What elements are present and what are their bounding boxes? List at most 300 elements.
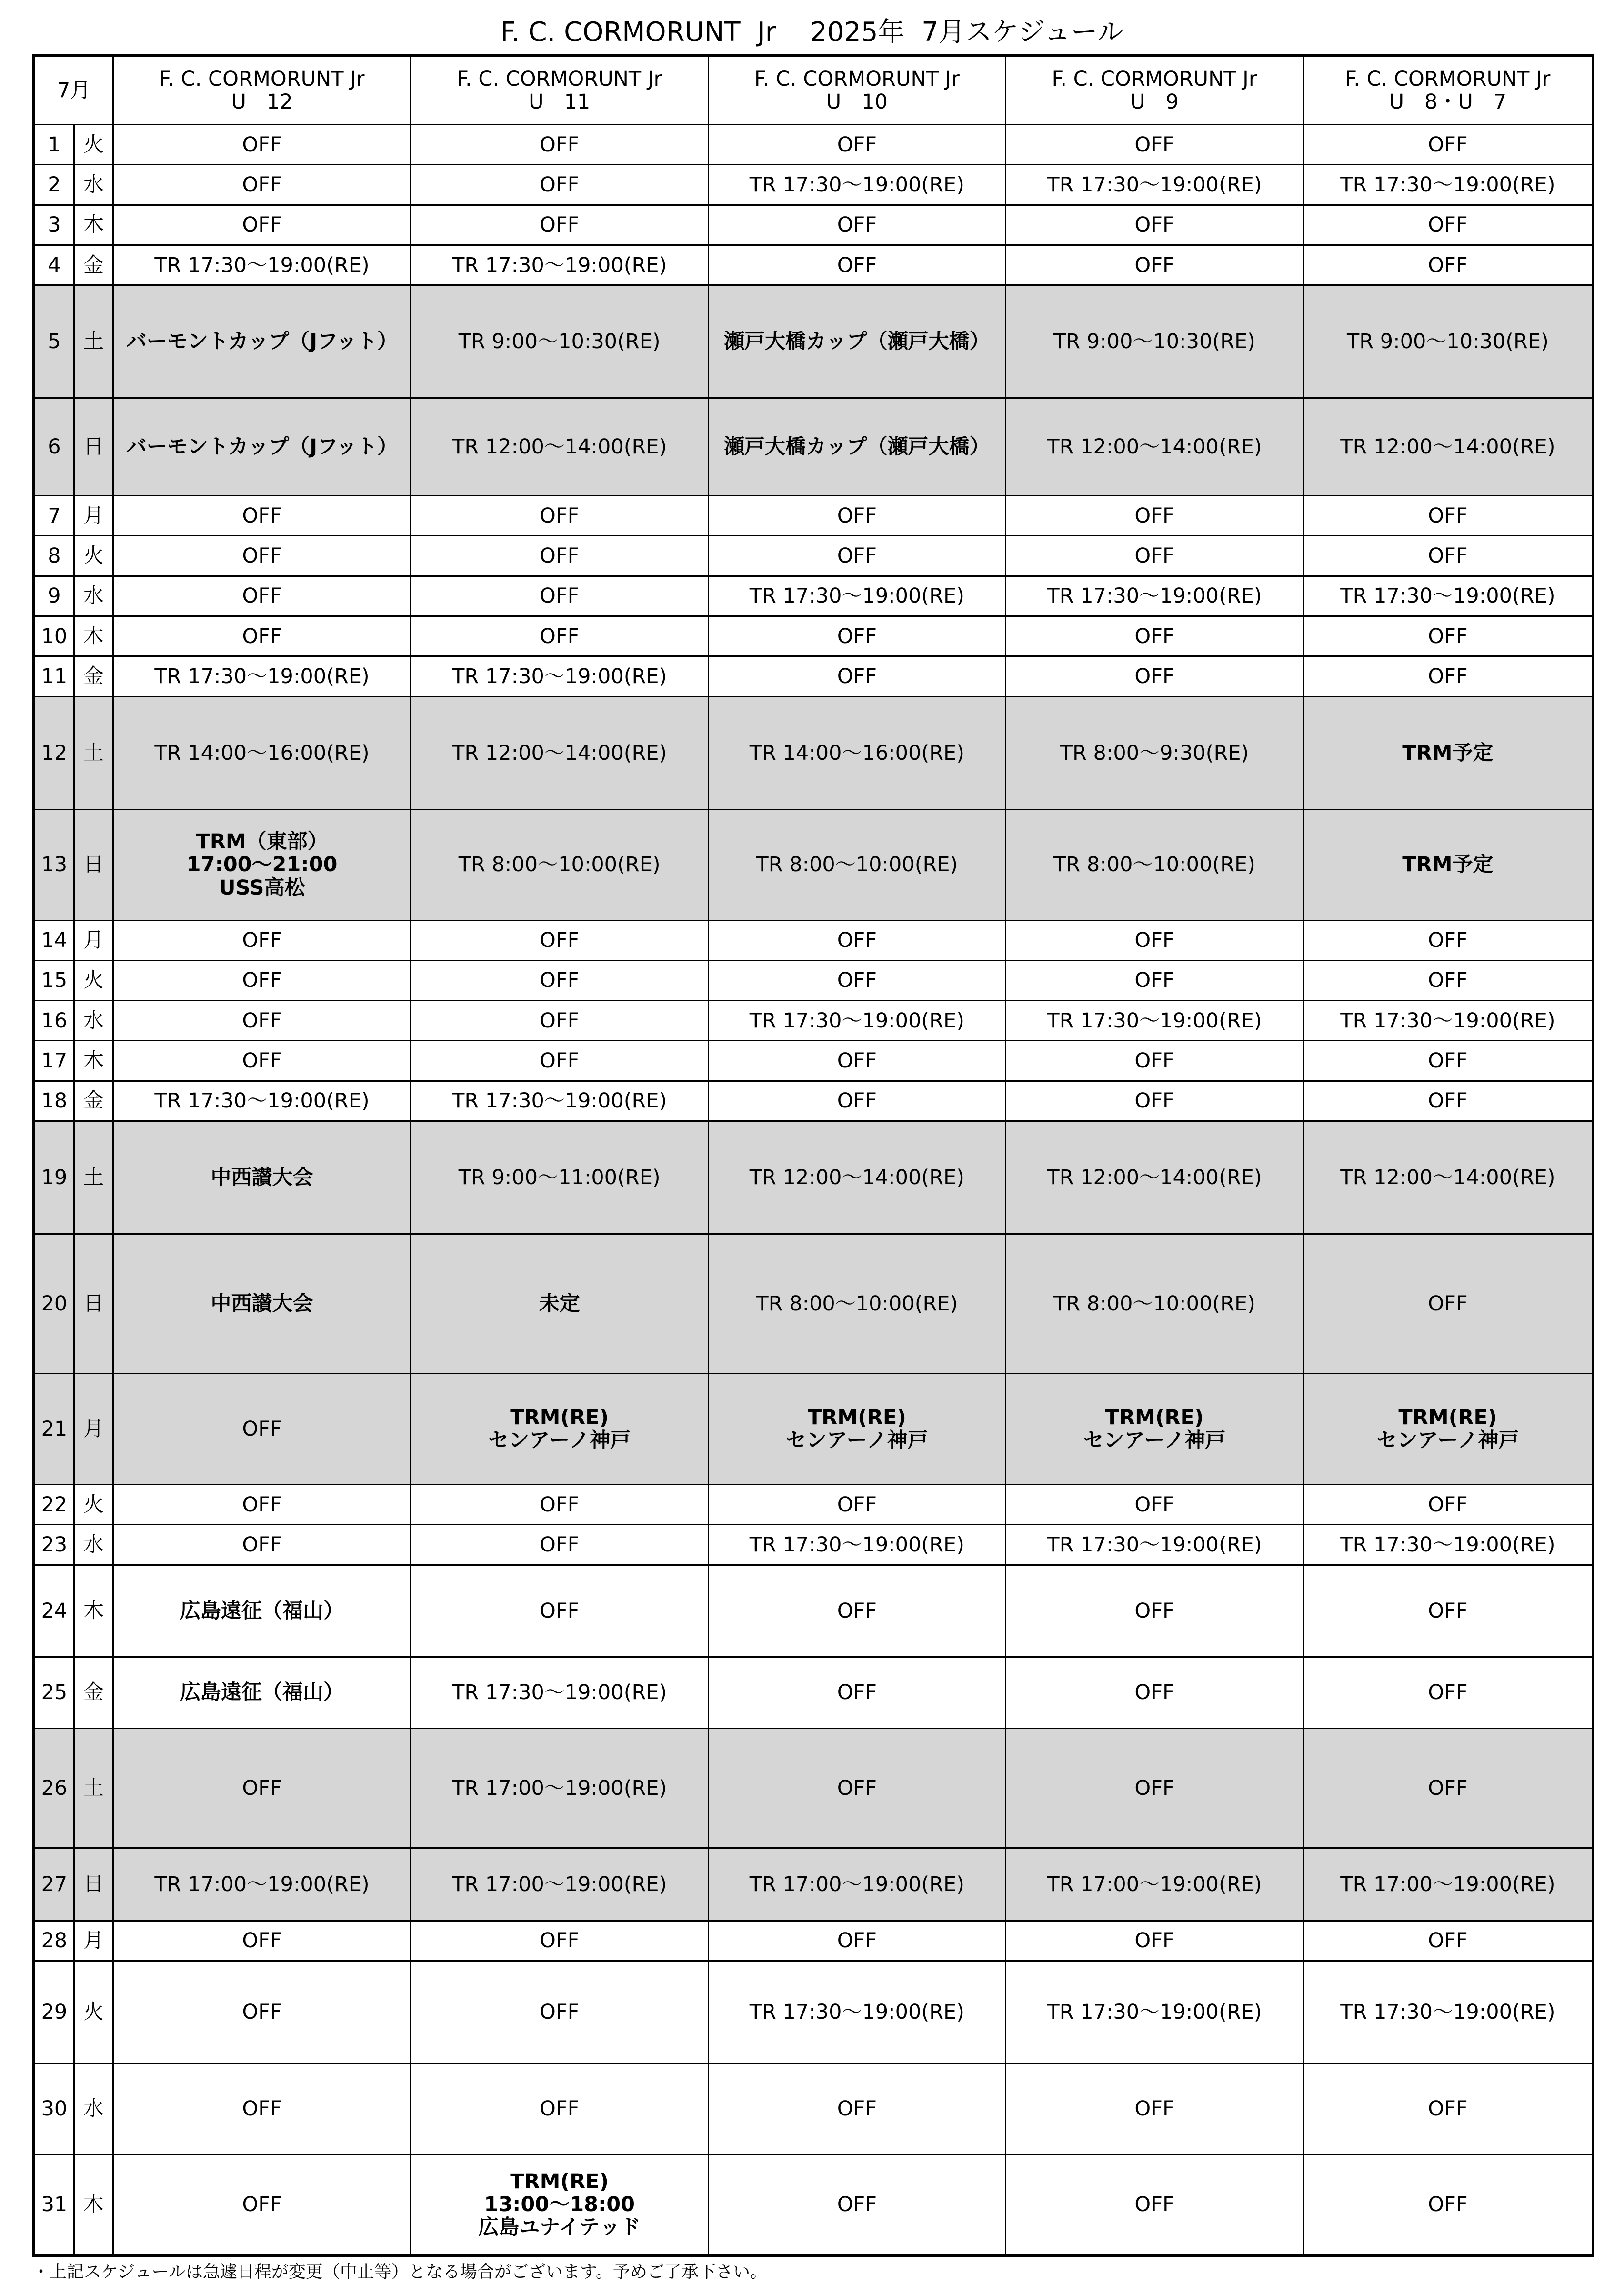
day-of-week: 火 (74, 1961, 113, 2063)
day-number: 11 (34, 656, 74, 696)
schedule-cell (1006, 125, 1303, 165)
table-row (34, 1234, 1593, 1374)
schedule-cell (1303, 576, 1593, 616)
day-number: 30 (34, 2063, 74, 2154)
schedule-cell (411, 1525, 708, 1565)
schedule-entry: OFF (1428, 2096, 1468, 2121)
schedule-cell (411, 1921, 708, 1961)
schedule-entry: TR 14:00～16:00(RE) (749, 741, 964, 765)
schedule-entry: OFF (837, 1681, 877, 1705)
table-row (34, 205, 1593, 245)
table-row (34, 809, 1593, 920)
day-number: 7 (34, 496, 74, 536)
schedule-cell (708, 1001, 1006, 1041)
day-number: 12 (34, 696, 74, 809)
schedule-entry: OFF (1428, 2192, 1468, 2216)
schedule-cell (708, 245, 1006, 285)
schedule-cell (1006, 1657, 1303, 1729)
table-row (34, 1565, 1593, 1657)
day-of-week: 火 (74, 1485, 113, 1525)
schedule-entry: OFF (1428, 1776, 1468, 1800)
schedule-entry: OFF (837, 928, 877, 953)
day-number: 29 (34, 1961, 74, 2063)
schedule-entry: OFF (540, 2096, 580, 2121)
schedule-cell (708, 398, 1006, 496)
schedule-entry: OFF (242, 503, 282, 528)
schedule-entry: TR 12:00～14:00(RE) (1340, 1166, 1555, 1190)
day-of-week: 水 (74, 2063, 113, 2154)
schedule-entry: OFF (837, 2096, 877, 2121)
schedule-entry: OFF (837, 2192, 877, 2216)
schedule-entry: OFF (837, 624, 877, 648)
schedule-entry: OFF (837, 664, 877, 688)
schedule-entry: OFF (540, 544, 580, 568)
schedule-cell (113, 656, 411, 696)
schedule-entry: OFF (1134, 1089, 1174, 1113)
schedule-entry: TRM(RE) センアーノ神戸 (1083, 1406, 1226, 1453)
schedule-cell (1303, 1565, 1593, 1657)
day-number: 18 (34, 1081, 74, 1121)
schedule-entry: TR 17:30～19:00(RE) (1047, 172, 1262, 197)
schedule-cell (113, 1525, 411, 1565)
day-of-week: 金 (74, 1081, 113, 1121)
schedule-entry: OFF (1134, 1929, 1174, 1953)
schedule-entry: OFF (837, 544, 877, 568)
schedule-cell (1006, 245, 1303, 285)
schedule-entry: OFF (242, 132, 282, 157)
schedule-cell (113, 2063, 411, 2154)
schedule-entry: TR 17:30～19:00(RE) (452, 1681, 667, 1705)
schedule-entry: TR 17:30～19:00(RE) (154, 1089, 370, 1113)
table-row (34, 536, 1593, 576)
schedule-cell (411, 1657, 708, 1729)
schedule-cell (708, 2154, 1006, 2255)
schedule-entry: TRM予定 (1402, 741, 1494, 765)
schedule-cell (708, 2063, 1006, 2154)
schedule-entry: TR 17:30～19:00(RE) (1047, 584, 1262, 608)
schedule-cell (1006, 1729, 1303, 1848)
schedule-entry: OFF (242, 1417, 282, 1441)
schedule-entry: OFF (1428, 664, 1468, 688)
schedule-entry: TR 8:00～10:00(RE) (1053, 1292, 1255, 1316)
schedule-entry: TR 9:00～10:30(RE) (1053, 330, 1255, 354)
schedule-entry: OFF (1134, 1681, 1174, 1705)
schedule-cell (411, 576, 708, 616)
schedule-cell (1006, 398, 1303, 496)
schedule-cell (113, 1961, 411, 2063)
schedule-entry: OFF (837, 503, 877, 528)
day-of-week: 日 (74, 1848, 113, 1921)
schedule-cell (708, 1848, 1006, 1921)
table-row (34, 1657, 1593, 1729)
schedule-cell (708, 1234, 1006, 1374)
schedule-entry: TR 17:30～19:00(RE) (1340, 584, 1555, 608)
schedule-entry: OFF (1428, 213, 1468, 237)
schedule-entry: TR 9:00～10:30(RE) (1346, 330, 1549, 354)
schedule-cell (1303, 2154, 1593, 2255)
schedule-entry: OFF (837, 1776, 877, 1800)
day-number: 15 (34, 960, 74, 1000)
team-header-u10 (708, 56, 1006, 125)
schedule-cell (708, 165, 1006, 205)
schedule-entry: OFF (837, 968, 877, 993)
footnote: ・上記スケジュールは急遽日程が変更（中止等）となる場合がございます。予めご了承下さい。 (32, 2262, 767, 2282)
schedule-entry: TR 17:30～19:00(RE) (749, 1533, 964, 1557)
schedule-entry: TR 17:30～19:00(RE) (1340, 172, 1555, 197)
schedule-entry: TR 8:00～9:30(RE) (1060, 741, 1249, 765)
schedule-cell (708, 536, 1006, 576)
schedule-cell (113, 2154, 411, 2255)
schedule-cell (1006, 2154, 1303, 2255)
schedule-cell (708, 1657, 1006, 1729)
schedule-cell (1006, 920, 1303, 960)
month-header: 7月 (34, 56, 113, 125)
schedule-cell (411, 245, 708, 285)
schedule-cell (1303, 285, 1593, 398)
schedule-entry: TRM（東部） 17:00～21:00 USS高松 (186, 830, 338, 900)
schedule-cell (708, 656, 1006, 696)
schedule-cell (1006, 1525, 1303, 1565)
schedule-entry: OFF (242, 1049, 282, 1073)
schedule-entry: OFF (1134, 1776, 1174, 1800)
schedule-entry: OFF (540, 968, 580, 993)
schedule-cell (411, 1848, 708, 1921)
day-number: 28 (34, 1921, 74, 1961)
schedule-cell (1303, 536, 1593, 576)
schedule-cell (1303, 1657, 1593, 1729)
day-of-week: 木 (74, 616, 113, 656)
schedule-cell (1006, 1121, 1303, 1234)
schedule-cell (1303, 1041, 1593, 1081)
schedule-cell (1303, 496, 1593, 536)
schedule-cell (113, 1729, 411, 1848)
schedule-cell (1006, 1234, 1303, 1374)
schedule-cell (1006, 1848, 1303, 1921)
schedule-entry: TR 12:00～14:00(RE) (452, 435, 667, 459)
schedule-cell (411, 809, 708, 920)
schedule-entry: OFF (837, 132, 877, 157)
schedule-cell (1006, 809, 1303, 920)
schedule-cell (708, 616, 1006, 656)
schedule-entry: TR 17:30～19:00(RE) (1340, 1008, 1555, 1033)
schedule-cell (1006, 496, 1303, 536)
schedule-entry: TR 17:00～19:00(RE) (154, 1872, 370, 1896)
schedule-cell (411, 2154, 708, 2255)
schedule-entry: OFF (242, 584, 282, 608)
schedule-entry: OFF (540, 1049, 580, 1073)
schedule-cell (411, 1081, 708, 1121)
schedule-cell (1303, 205, 1593, 245)
schedule-cell (1006, 960, 1303, 1000)
schedule-entry: TR 17:30～19:00(RE) (1340, 1533, 1555, 1557)
day-of-week: 月 (74, 1921, 113, 1961)
table-row (34, 696, 1593, 809)
schedule-cell (411, 1565, 708, 1657)
schedule-entry: OFF (1134, 968, 1174, 993)
schedule-cell (113, 1485, 411, 1525)
schedule-cell (411, 2063, 708, 2154)
schedule-entry: OFF (1134, 1599, 1174, 1623)
schedule-entry: OFF (242, 544, 282, 568)
schedule-cell (708, 809, 1006, 920)
schedule-entry: TR 17:30～19:00(RE) (749, 584, 964, 608)
schedule-entry: TR 12:00～14:00(RE) (1047, 435, 1262, 459)
schedule-entry: OFF (837, 1049, 877, 1073)
day-of-week: 月 (74, 496, 113, 536)
day-number: 5 (34, 285, 74, 398)
schedule-cell (1006, 1001, 1303, 1041)
schedule-entry: TR 17:30～19:00(RE) (1047, 1533, 1262, 1557)
schedule-entry: OFF (1428, 1681, 1468, 1705)
schedule-cell (1006, 1041, 1303, 1081)
schedule-cell (113, 1001, 411, 1041)
schedule-entry: OFF (540, 928, 580, 953)
schedule-entry: 瀬戸大橋カップ（瀬戸大橋） (724, 330, 990, 354)
schedule-entry: OFF (540, 503, 580, 528)
schedule-cell (708, 496, 1006, 536)
schedule-entry: OFF (540, 132, 580, 157)
schedule-cell (708, 1729, 1006, 1848)
schedule-entry: OFF (242, 1533, 282, 1557)
schedule-cell (411, 1001, 708, 1041)
schedule-cell (411, 398, 708, 496)
schedule-entry: TR 17:30～19:00(RE) (154, 664, 370, 688)
schedule-cell (1303, 1848, 1593, 1921)
day-number: 20 (34, 1234, 74, 1374)
schedule-entry: OFF (540, 2000, 580, 2024)
schedule-entry: OFF (1134, 1492, 1174, 1517)
schedule-cell (708, 696, 1006, 809)
schedule-entry: OFF (242, 624, 282, 648)
team-header-label: F. C. CORMORUNT Jr U－10 (754, 67, 960, 114)
schedule-entry: OFF (242, 172, 282, 197)
day-of-week: 土 (74, 1121, 113, 1234)
schedule-entry: OFF (540, 1599, 580, 1623)
schedule-cell (113, 398, 411, 496)
schedule-cell (708, 960, 1006, 1000)
schedule-entry: OFF (1134, 213, 1174, 237)
schedule-entry: OFF (1428, 253, 1468, 277)
schedule-entry: OFF (1134, 664, 1174, 688)
schedule-entry: OFF (1428, 624, 1468, 648)
day-number: 24 (34, 1565, 74, 1657)
schedule-cell (113, 285, 411, 398)
table-row (34, 1081, 1593, 1121)
schedule-cell (1303, 245, 1593, 285)
schedule-entry: TR 12:00～14:00(RE) (749, 1166, 964, 1190)
schedule-cell (1303, 1961, 1593, 2063)
schedule-entry: OFF (1134, 253, 1174, 277)
schedule-cell (113, 696, 411, 809)
day-number: 2 (34, 165, 74, 205)
table-row (34, 1525, 1593, 1565)
schedule-entry: TR 17:30～19:00(RE) (1047, 2000, 1262, 2024)
schedule-entry: 瀬戸大橋カップ（瀬戸大橋） (724, 435, 990, 459)
schedule-cell (1303, 616, 1593, 656)
schedule-entry: OFF (540, 172, 580, 197)
schedule-entry: OFF (242, 2000, 282, 2024)
table-row (34, 496, 1593, 536)
schedule-entry: TR 17:30～19:00(RE) (1340, 2000, 1555, 2024)
team-header-u12 (113, 56, 411, 125)
schedule-entry: OFF (540, 584, 580, 608)
schedule-entry: OFF (1428, 1599, 1468, 1623)
schedule-entry: OFF (242, 1008, 282, 1033)
schedule-entry: OFF (1428, 928, 1468, 953)
schedule-cell (1303, 2063, 1593, 2154)
schedule-cell (708, 1525, 1006, 1565)
table-row (34, 1374, 1593, 1485)
schedule-cell (411, 1374, 708, 1485)
schedule-cell (1006, 205, 1303, 245)
schedule-cell (113, 1657, 411, 1729)
day-of-week: 金 (74, 656, 113, 696)
schedule-cell (1303, 398, 1593, 496)
day-of-week: 土 (74, 285, 113, 398)
schedule-entry: OFF (1428, 1492, 1468, 1517)
day-number: 16 (34, 1001, 74, 1041)
schedule-entry: TR 8:00～10:00(RE) (756, 1292, 958, 1316)
schedule-entry: OFF (837, 1599, 877, 1623)
schedule-entry: TR 12:00～14:00(RE) (1047, 1166, 1262, 1190)
schedule-entry: OFF (837, 253, 877, 277)
schedule-cell (1006, 536, 1303, 576)
day-number: 9 (34, 576, 74, 616)
schedule-entry: TR 17:00～19:00(RE) (1047, 1872, 1262, 1896)
schedule-cell (113, 536, 411, 576)
schedule-cell (1303, 1234, 1593, 1374)
schedule-entry: OFF (837, 1929, 877, 1953)
schedule-cell (411, 1234, 708, 1374)
day-number: 6 (34, 398, 74, 496)
schedule-entry: 広島遠征（福山） (180, 1599, 344, 1623)
day-number: 25 (34, 1657, 74, 1729)
schedule-entry: 中西讃大会 (211, 1166, 313, 1190)
table-row (34, 656, 1593, 696)
schedule-cell (113, 245, 411, 285)
day-of-week: 金 (74, 1657, 113, 1729)
schedule-entry: OFF (1134, 503, 1174, 528)
day-number: 8 (34, 536, 74, 576)
schedule-cell (113, 1121, 411, 1234)
day-number: 19 (34, 1121, 74, 1234)
schedule-cell (113, 165, 411, 205)
table-row (34, 1961, 1593, 2063)
schedule-cell (1006, 1565, 1303, 1657)
day-of-week: 火 (74, 960, 113, 1000)
schedule-cell (1303, 960, 1593, 1000)
day-of-week: 水 (74, 165, 113, 205)
schedule-cell (1303, 125, 1593, 165)
table-row (34, 1921, 1593, 1961)
schedule-cell (708, 1961, 1006, 2063)
day-number: 21 (34, 1374, 74, 1485)
schedule-cell (113, 616, 411, 656)
schedule-entry: バーモントカップ（Jフット） (126, 435, 398, 459)
schedule-cell (1006, 1921, 1303, 1961)
schedule-entry: 未定 (539, 1292, 580, 1316)
schedule-cell (708, 1374, 1006, 1485)
schedule-cell (411, 125, 708, 165)
schedule-entry: OFF (1428, 1089, 1468, 1113)
schedule-cell (411, 1485, 708, 1525)
table-row (34, 125, 1593, 165)
schedule-entry: TR 17:30～19:00(RE) (749, 172, 964, 197)
schedule-entry: TR 9:00～10:30(RE) (458, 330, 661, 354)
table-row (34, 285, 1593, 398)
day-number: 13 (34, 809, 74, 920)
table-row (34, 398, 1593, 496)
schedule-entry: OFF (1134, 928, 1174, 953)
table-row (34, 1121, 1593, 1234)
day-of-week: 月 (74, 920, 113, 960)
schedule-cell (1006, 576, 1303, 616)
schedule-entry: TR 17:30～19:00(RE) (749, 2000, 964, 2024)
schedule-cell (113, 576, 411, 616)
schedule-cell (411, 496, 708, 536)
schedule-cell (411, 165, 708, 205)
schedule-cell (113, 1374, 411, 1485)
schedule-cell (708, 576, 1006, 616)
header-row (34, 56, 1593, 125)
schedule-entry: OFF (1428, 1292, 1468, 1316)
schedule-entry: OFF (1134, 2096, 1174, 2121)
schedule-cell (1303, 1729, 1593, 1848)
schedule-entry: TR 12:00～14:00(RE) (1340, 435, 1555, 459)
schedule-cell (113, 1041, 411, 1081)
schedule-cell (411, 696, 708, 809)
schedule-cell (411, 1041, 708, 1081)
schedule-entry: TR 14:00～16:00(RE) (154, 741, 370, 765)
schedule-cell (1303, 1485, 1593, 1525)
schedule-entry: TR 17:30～19:00(RE) (1047, 1008, 1262, 1033)
schedule-cell (1303, 656, 1593, 696)
schedule-body (34, 125, 1593, 2256)
schedule-entry: OFF (242, 213, 282, 237)
schedule-cell (1006, 2063, 1303, 2154)
day-of-week: 日 (74, 1234, 113, 1374)
schedule-entry: TR 8:00～10:00(RE) (756, 853, 958, 877)
schedule-entry: TR 8:00～10:00(RE) (458, 853, 661, 877)
table-row (34, 165, 1593, 205)
table-row (34, 1001, 1593, 1041)
schedule-entry: TRM(RE) センアーノ神戸 (488, 1406, 631, 1453)
day-of-week: 木 (74, 2154, 113, 2255)
schedule-entry: TR 17:30～19:00(RE) (452, 253, 667, 277)
schedule-cell (113, 125, 411, 165)
day-of-week: 水 (74, 1525, 113, 1565)
day-number: 14 (34, 920, 74, 960)
schedule-cell (1303, 1121, 1593, 1234)
team-header-u8-u7 (1303, 56, 1593, 125)
day-number: 1 (34, 125, 74, 165)
schedule-entry: OFF (1428, 1929, 1468, 1953)
schedule-entry: 広島遠征（福山） (180, 1681, 344, 1705)
schedule-cell (1303, 809, 1593, 920)
schedule-cell (113, 1921, 411, 1961)
table-row (34, 1729, 1593, 1848)
schedule-entry: TR 17:30～19:00(RE) (154, 253, 370, 277)
schedule-entry: OFF (540, 624, 580, 648)
page-title: F. C. CORMORUNT Jr 2025年 7月スケジュール (500, 17, 1124, 48)
schedule-cell (411, 920, 708, 960)
day-number: 26 (34, 1729, 74, 1848)
schedule-entry: OFF (1134, 2192, 1174, 2216)
schedule-cell (1006, 1485, 1303, 1525)
schedule-cell (113, 960, 411, 1000)
schedule-entry: TR 9:00～11:00(RE) (458, 1166, 661, 1190)
team-header-label: F. C. CORMORUNT Jr U－11 (457, 67, 662, 114)
